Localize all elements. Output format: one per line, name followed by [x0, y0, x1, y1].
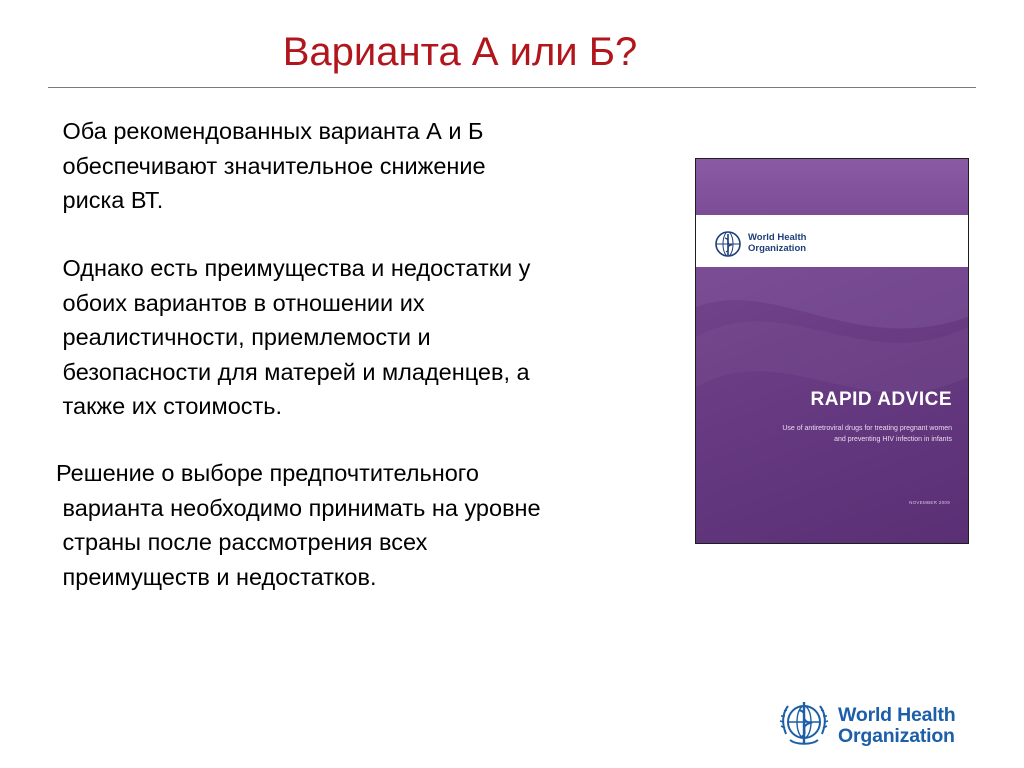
cover-top-band [696, 159, 968, 215]
footer-org-line-1: World Health [838, 704, 956, 726]
rapid-advice-cover-image [695, 158, 969, 544]
who-emblem-icon [714, 230, 742, 258]
cover-heading: RAPID ADVICE [810, 389, 952, 410]
paragraph-1: Оба рекомендованных варианта А и Б обеспечивают значительное снижение риска ВТ. [62, 118, 486, 213]
cover-subtitle-line-2: and preventing HIV infection in infants [834, 436, 952, 443]
footer-org-line-2: Organization [838, 725, 955, 747]
cover-org-line-2: Organization [748, 243, 807, 254]
cover-org-line-1: World Health [748, 232, 807, 243]
cover-subtitle [712, 423, 952, 445]
cover-date: NOVEMBER 2009 [909, 500, 950, 505]
who-emblem-icon [776, 694, 832, 750]
paragraph-3: Решение о выборе предпочтительного варианта необходимо принимать на уровне страны после рассмотрения всех преимуществ и недостатков. [56, 460, 541, 590]
slide-title: Варианта А или Б? [282, 30, 638, 74]
cover-subtitle-line-1: Use of antiretroviral drugs for treating pregnant women [782, 425, 952, 432]
paragraph-2: Однако есть преимущества и недостатки у обоих вариантов в отношении их реалистичности, приемлемости и безопасности для матерей и младенцев, а также их стоимость. [62, 255, 531, 419]
title-divider [48, 87, 976, 88]
footer-org-name [838, 705, 956, 747]
cover-org-name [748, 232, 806, 254]
